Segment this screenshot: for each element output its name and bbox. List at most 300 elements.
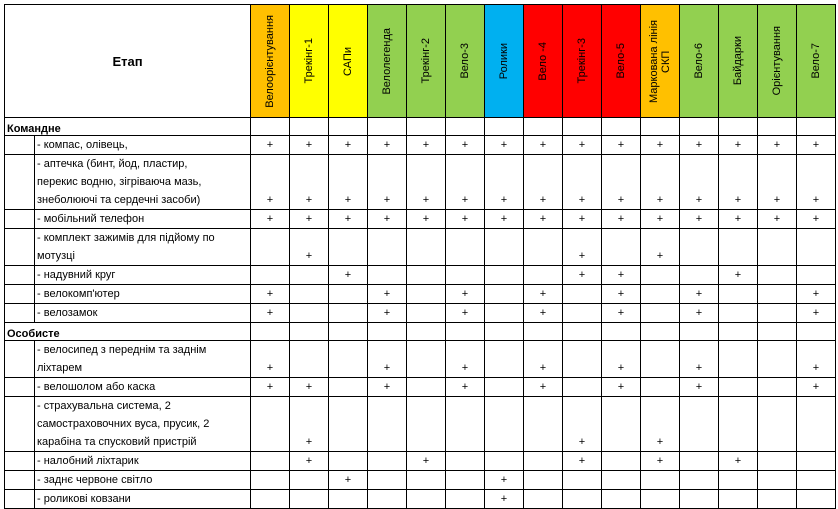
empty-cell: [719, 304, 758, 323]
indent-cell: [5, 266, 35, 285]
empty-cell: [719, 397, 758, 452]
stage-header-9: [563, 5, 602, 118]
check-mark: +: [290, 136, 329, 155]
empty-cell: [563, 378, 602, 397]
stage-header-3: [329, 5, 368, 118]
item-row: [5, 378, 836, 397]
check-mark: +: [758, 136, 797, 155]
indent-cell: [5, 397, 35, 452]
empty-cell: [680, 490, 719, 509]
check-mark: +: [563, 266, 602, 285]
check-mark: +: [758, 210, 797, 229]
empty-cell: [641, 341, 680, 378]
check-mark: +: [446, 210, 485, 229]
check-mark: +: [641, 210, 680, 229]
empty-cell: [719, 285, 758, 304]
stage-label: Вело-7: [810, 43, 822, 79]
empty-cell: [524, 471, 563, 490]
empty-cell: [251, 229, 290, 266]
empty-cell: [329, 341, 368, 378]
empty-cell: [407, 118, 446, 136]
item-row: [5, 155, 836, 210]
empty-cell: [446, 118, 485, 136]
check-mark: +: [641, 136, 680, 155]
stage-header-1: [251, 5, 290, 118]
empty-cell: [368, 490, 407, 509]
empty-cell: [602, 118, 641, 136]
check-mark: +: [485, 210, 524, 229]
empty-cell: [368, 118, 407, 136]
check-mark: +: [251, 341, 290, 378]
check-mark: +: [524, 304, 563, 323]
check-mark: +: [251, 210, 290, 229]
check-mark: +: [524, 285, 563, 304]
empty-cell: [758, 471, 797, 490]
empty-cell: [251, 397, 290, 452]
empty-cell: [563, 304, 602, 323]
check-mark: +: [524, 341, 563, 378]
check-mark: +: [680, 210, 719, 229]
stage-label: Вело-5: [615, 43, 627, 79]
empty-cell: [446, 266, 485, 285]
empty-cell: [719, 471, 758, 490]
empty-cell: [641, 490, 680, 509]
indent-cell: [5, 136, 35, 155]
check-mark: +: [797, 210, 836, 229]
check-mark: +: [524, 210, 563, 229]
empty-cell: [602, 323, 641, 341]
check-mark: +: [329, 471, 368, 490]
check-mark: +: [368, 155, 407, 210]
item-label: - компас, олівець,: [35, 136, 251, 155]
item-row: [5, 304, 836, 323]
empty-cell: [329, 118, 368, 136]
stage-label: Орієнтування: [771, 26, 783, 96]
check-mark: +: [797, 341, 836, 378]
empty-cell: [680, 118, 719, 136]
check-mark: +: [329, 155, 368, 210]
empty-cell: [329, 490, 368, 509]
empty-cell: [329, 452, 368, 471]
empty-cell: [329, 304, 368, 323]
indent-cell: [5, 490, 35, 509]
stage-label: Велоорієнтування: [264, 14, 276, 108]
empty-cell: [290, 285, 329, 304]
item-label: - мобільний телефон: [35, 210, 251, 229]
empty-cell: [758, 118, 797, 136]
empty-cell: [563, 323, 602, 341]
empty-cell: [368, 323, 407, 341]
check-mark: +: [446, 341, 485, 378]
check-mark: +: [485, 155, 524, 210]
item-row: [5, 285, 836, 304]
check-mark: +: [524, 136, 563, 155]
empty-cell: [485, 304, 524, 323]
empty-cell: [719, 118, 758, 136]
empty-cell: [680, 323, 719, 341]
empty-cell: [446, 323, 485, 341]
empty-cell: [797, 118, 836, 136]
stage-header-10: [602, 5, 641, 118]
empty-cell: [758, 323, 797, 341]
empty-cell: [602, 229, 641, 266]
check-mark: +: [290, 378, 329, 397]
empty-cell: [524, 118, 563, 136]
check-mark: +: [368, 378, 407, 397]
item-row: [5, 397, 836, 452]
check-mark: +: [446, 155, 485, 210]
empty-cell: [797, 471, 836, 490]
item-row: [5, 471, 836, 490]
empty-cell: [329, 378, 368, 397]
empty-cell: [290, 323, 329, 341]
check-mark: +: [290, 397, 329, 452]
empty-cell: [446, 397, 485, 452]
check-mark: +: [680, 155, 719, 210]
empty-cell: [641, 266, 680, 285]
check-mark: +: [251, 378, 290, 397]
empty-cell: [290, 341, 329, 378]
equipment-table: [4, 4, 836, 509]
check-mark: +: [602, 285, 641, 304]
check-mark: +: [251, 304, 290, 323]
check-mark: +: [758, 155, 797, 210]
check-mark: +: [251, 136, 290, 155]
empty-cell: [641, 323, 680, 341]
empty-cell: [524, 490, 563, 509]
check-mark: +: [719, 136, 758, 155]
indent-cell: [5, 341, 35, 378]
empty-cell: [485, 323, 524, 341]
check-mark: +: [602, 210, 641, 229]
empty-cell: [563, 490, 602, 509]
stage-label: Байдарки: [732, 36, 744, 86]
empty-cell: [758, 490, 797, 509]
check-mark: +: [329, 210, 368, 229]
check-mark: +: [602, 155, 641, 210]
empty-cell: [368, 229, 407, 266]
empty-cell: [758, 341, 797, 378]
stage-header-14: [758, 5, 797, 118]
empty-cell: [485, 452, 524, 471]
check-mark: +: [446, 285, 485, 304]
check-mark: +: [797, 285, 836, 304]
stage-label: Вело-6: [693, 43, 705, 79]
stage-header-5: [407, 5, 446, 118]
item-row: [5, 210, 836, 229]
empty-cell: [563, 471, 602, 490]
check-mark: +: [290, 155, 329, 210]
check-mark: +: [368, 136, 407, 155]
stage-header-2: [290, 5, 329, 118]
check-mark: +: [251, 155, 290, 210]
check-mark: +: [680, 136, 719, 155]
check-mark: +: [290, 452, 329, 471]
check-mark: +: [602, 378, 641, 397]
item-label: - комплект зажимів для підйому по мотузці: [35, 229, 251, 266]
empty-cell: [524, 397, 563, 452]
empty-cell: [290, 118, 329, 136]
empty-cell: [407, 266, 446, 285]
stage-label: Трекінг-3: [576, 38, 588, 84]
empty-cell: [407, 397, 446, 452]
empty-cell: [485, 378, 524, 397]
check-mark: +: [524, 155, 563, 210]
empty-cell: [407, 471, 446, 490]
check-mark: +: [602, 341, 641, 378]
indent-cell: [5, 229, 35, 266]
stage-label: Ролики: [498, 42, 510, 80]
item-row: [5, 452, 836, 471]
check-mark: +: [602, 304, 641, 323]
empty-cell: [797, 452, 836, 471]
empty-cell: [368, 266, 407, 285]
indent-cell: [5, 304, 35, 323]
empty-cell: [485, 118, 524, 136]
check-mark: +: [797, 155, 836, 210]
empty-cell: [524, 452, 563, 471]
empty-cell: [251, 490, 290, 509]
empty-cell: [680, 471, 719, 490]
section-title: Командне: [5, 118, 251, 136]
empty-cell: [602, 397, 641, 452]
empty-cell: [797, 229, 836, 266]
item-label: - заднє червоне світло: [35, 471, 251, 490]
check-mark: +: [719, 452, 758, 471]
empty-cell: [446, 229, 485, 266]
check-mark: +: [407, 210, 446, 229]
stage-header-11: [641, 5, 680, 118]
empty-cell: [563, 285, 602, 304]
check-mark: +: [680, 304, 719, 323]
empty-cell: [758, 397, 797, 452]
check-mark: +: [797, 304, 836, 323]
check-mark: +: [719, 210, 758, 229]
empty-cell: [758, 452, 797, 471]
item-label: - роликові ковзани: [35, 490, 251, 509]
empty-cell: [680, 229, 719, 266]
empty-cell: [329, 323, 368, 341]
empty-cell: [290, 490, 329, 509]
empty-cell: [641, 285, 680, 304]
empty-cell: [446, 452, 485, 471]
item-row: [5, 229, 836, 266]
empty-cell: [329, 229, 368, 266]
check-mark: +: [602, 136, 641, 155]
stage-header-label: Етап: [112, 53, 143, 69]
empty-cell: [797, 266, 836, 285]
check-mark: +: [485, 490, 524, 509]
empty-cell: [290, 266, 329, 285]
check-mark: +: [368, 210, 407, 229]
check-mark: +: [719, 155, 758, 210]
empty-cell: [407, 341, 446, 378]
item-label: - страхувальна система, 2 самостраховочних вуса, прусик, 2 карабіна та спусковий пристрій: [35, 397, 251, 452]
stage-label: Велолегенда: [381, 27, 393, 95]
stage-header-6: [446, 5, 485, 118]
empty-cell: [641, 378, 680, 397]
item-label: - велошолом або каска: [35, 378, 251, 397]
check-mark: +: [407, 136, 446, 155]
empty-cell: [563, 341, 602, 378]
item-row: [5, 490, 836, 509]
item-row: [5, 341, 836, 378]
empty-cell: [251, 266, 290, 285]
empty-cell: [407, 229, 446, 266]
check-mark: +: [485, 136, 524, 155]
check-mark: +: [446, 304, 485, 323]
empty-cell: [368, 471, 407, 490]
empty-cell: [719, 490, 758, 509]
empty-cell: [602, 452, 641, 471]
check-mark: +: [446, 136, 485, 155]
check-mark: +: [563, 136, 602, 155]
section-title: Особисте: [5, 323, 251, 341]
empty-cell: [329, 285, 368, 304]
indent-cell: [5, 210, 35, 229]
empty-cell: [758, 285, 797, 304]
check-mark: +: [290, 210, 329, 229]
check-mark: +: [719, 266, 758, 285]
empty-cell: [485, 285, 524, 304]
empty-cell: [797, 323, 836, 341]
check-mark: +: [641, 452, 680, 471]
empty-cell: [446, 490, 485, 509]
stage-header-12: [680, 5, 719, 118]
empty-cell: [758, 378, 797, 397]
item-label: - велокомп'ютер: [35, 285, 251, 304]
check-mark: +: [290, 229, 329, 266]
item-label: - налобний ліхтарик: [35, 452, 251, 471]
empty-cell: [368, 452, 407, 471]
check-mark: +: [368, 341, 407, 378]
stage-label: Маркована лінія СКП: [648, 19, 672, 103]
check-mark: +: [329, 266, 368, 285]
empty-cell: [563, 118, 602, 136]
empty-cell: [719, 341, 758, 378]
empty-cell: [602, 471, 641, 490]
empty-cell: [407, 490, 446, 509]
empty-cell: [524, 229, 563, 266]
empty-cell: [524, 323, 563, 341]
section-row: [5, 118, 836, 136]
stage-label: Трекінг-2: [420, 38, 432, 84]
empty-cell: [368, 397, 407, 452]
check-mark: +: [407, 155, 446, 210]
check-mark: +: [563, 397, 602, 452]
empty-cell: [680, 397, 719, 452]
empty-cell: [680, 452, 719, 471]
empty-cell: [641, 471, 680, 490]
check-mark: +: [368, 285, 407, 304]
check-mark: +: [797, 378, 836, 397]
item-label: - аптечка (бинт, йод, пластир, перекис водню, зігріваюча мазь, знеболюючі та сердечні засоби): [35, 155, 251, 210]
stage-label: САПи: [342, 46, 354, 76]
check-mark: +: [680, 285, 719, 304]
check-mark: +: [563, 155, 602, 210]
check-mark: +: [407, 452, 446, 471]
stage-header-cell: [5, 5, 251, 118]
stage-header-4: [368, 5, 407, 118]
stage-header-7: [485, 5, 524, 118]
empty-cell: [680, 266, 719, 285]
empty-cell: [251, 323, 290, 341]
check-mark: +: [641, 397, 680, 452]
empty-cell: [602, 490, 641, 509]
indent-cell: [5, 471, 35, 490]
item-label: - велозамок: [35, 304, 251, 323]
check-mark: +: [641, 229, 680, 266]
empty-cell: [719, 229, 758, 266]
item-label: - надувний круг: [35, 266, 251, 285]
empty-cell: [719, 323, 758, 341]
empty-cell: [407, 304, 446, 323]
empty-cell: [251, 452, 290, 471]
indent-cell: [5, 378, 35, 397]
empty-cell: [641, 304, 680, 323]
empty-cell: [407, 378, 446, 397]
empty-cell: [290, 471, 329, 490]
check-mark: +: [251, 285, 290, 304]
indent-cell: [5, 285, 35, 304]
item-label: - велосипед з переднім та заднім ліхтарем: [35, 341, 251, 378]
stage-label: Вело-3: [459, 43, 471, 79]
check-mark: +: [329, 136, 368, 155]
item-row: [5, 136, 836, 155]
empty-cell: [251, 471, 290, 490]
empty-cell: [485, 229, 524, 266]
empty-cell: [797, 397, 836, 452]
stage-header-8: [524, 5, 563, 118]
empty-cell: [641, 118, 680, 136]
check-mark: +: [602, 266, 641, 285]
check-mark: +: [797, 136, 836, 155]
check-mark: +: [680, 378, 719, 397]
stage-label: Вело -4: [537, 41, 549, 81]
empty-cell: [290, 304, 329, 323]
empty-cell: [485, 397, 524, 452]
empty-cell: [446, 471, 485, 490]
empty-cell: [407, 285, 446, 304]
check-mark: +: [368, 304, 407, 323]
check-mark: +: [446, 378, 485, 397]
empty-cell: [758, 229, 797, 266]
check-mark: +: [524, 378, 563, 397]
empty-cell: [758, 304, 797, 323]
stage-label: Трекінг-1: [303, 38, 315, 84]
check-mark: +: [563, 452, 602, 471]
empty-cell: [329, 397, 368, 452]
check-mark: +: [563, 210, 602, 229]
check-mark: +: [641, 155, 680, 210]
indent-cell: [5, 452, 35, 471]
check-mark: +: [563, 229, 602, 266]
empty-cell: [719, 378, 758, 397]
stage-header-13: [719, 5, 758, 118]
empty-cell: [485, 266, 524, 285]
empty-cell: [524, 266, 563, 285]
empty-cell: [251, 118, 290, 136]
item-row: [5, 266, 836, 285]
empty-cell: [407, 323, 446, 341]
section-row: [5, 323, 836, 341]
indent-cell: [5, 155, 35, 210]
check-mark: +: [680, 341, 719, 378]
empty-cell: [485, 341, 524, 378]
header-row: [5, 5, 836, 118]
empty-cell: [797, 490, 836, 509]
empty-cell: [758, 266, 797, 285]
